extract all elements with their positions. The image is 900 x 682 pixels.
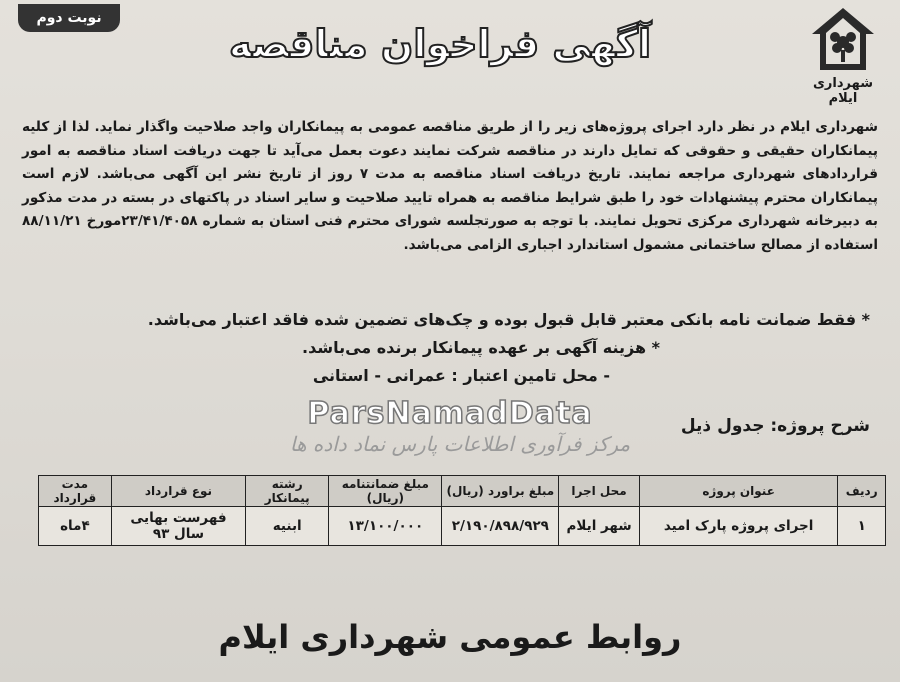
round-badge: نوبت دوم xyxy=(18,4,120,32)
tender-notes xyxy=(100,306,870,390)
cell-project-title: اجرای پروژه پارک امید xyxy=(639,507,838,546)
cell-contract-duration: ۴ماه xyxy=(39,507,112,546)
project-section-label: شرح پروژه: جدول ذیل xyxy=(680,416,870,436)
col-contractor-field: رشته پیمانکار xyxy=(246,476,329,507)
table-row xyxy=(39,507,886,546)
house-flower-logo-icon xyxy=(808,4,878,74)
watermark-text: ParsNamadData xyxy=(307,396,593,431)
cell-estimate: ۲/۱۹۰/۸۹۸/۹۲۹ xyxy=(442,507,559,546)
tender-description: شهرداری ایلام در نظر دارد اجرای پروژه‌های زیر را از طریق مناقصه عمومی به پیمانکاران واجد صلاحیت واگذار نماید. لذا از کلیه پیمانکاران حقیقی و حقوقی که تمایل دارند در مناقصه شرکت نمایند دعوت بعمل می‌آید تا جهت دریافت اسناد مناقصه به امور قراردادهای شهرداری مراجعه نمایند. تاریخ دریافت اسناد مناقصه به مدت ۷ روز از تاریخ نشر این آگهی می‌باشد. لازم است پیمانکاران محترم پیشنهادات خود را طبق شرایط مناقصه به همراه تایید صلاحیت و سایر اسناد در پاکتهای در بسته در مدت مذکور به دبیرخانه شهرداری مرکزی تحویل نمایند. با توجه به صورتجلسه شورای محترم فنی استان به شماره ۲۳/۴۱/۴۰۵۸مورخ ۸۸/۱۱/۲۱ استفاده از مصالح ساختمانی مشمول استاندارد اجباری الزامی می‌باشد. xyxy=(22,119,878,253)
col-project-title: عنوان پروژه xyxy=(639,476,838,507)
col-estimate: مبلغ براورد (ریال) xyxy=(442,476,559,507)
page-title: آگهی فراخوان مناقصه xyxy=(228,22,651,66)
col-contract-duration: مدت قرارداد xyxy=(39,476,112,507)
table-header-row xyxy=(39,476,886,507)
cell-row-number: ۱ xyxy=(838,507,886,546)
note-funding: - محل تامین اعتبار : عمرانی - استانی xyxy=(312,366,610,385)
municipality-logo xyxy=(798,4,888,104)
logo-caption: شهرداری ایلام xyxy=(813,76,873,106)
cell-contractor-field: ابنیه xyxy=(246,507,329,546)
col-row-number: ردیف xyxy=(838,476,886,507)
note-ad-cost: * هزینه آگهی بر عهده پیمانکار برنده می‌باشد. xyxy=(302,338,660,357)
watermark-subtext: مرکز فرآوری اطلاعات پارس نماد داده ها xyxy=(289,432,631,456)
public-relations-footer: روابط عمومی شهرداری ایلام xyxy=(218,618,682,656)
cell-guarantee: ۱۳/۱۰۰/۰۰۰ xyxy=(329,507,442,546)
col-guarantee: مبلغ ضمانتنامه (ریال) xyxy=(329,476,442,507)
cell-location: شهر ایلام xyxy=(559,507,640,546)
col-contract-type: نوع قرارداد xyxy=(111,476,245,507)
note-guarantee: * فقط ضمانت نامه بانکی معتبر قابل قبول بوده و چک‌های تضمین شده فاقد اعتبار می‌باشد. xyxy=(147,310,870,329)
cell-contract-type: فهرست بهایی سال ۹۳ xyxy=(111,507,245,546)
project-table xyxy=(38,475,886,546)
col-location: محل اجرا xyxy=(559,476,640,507)
